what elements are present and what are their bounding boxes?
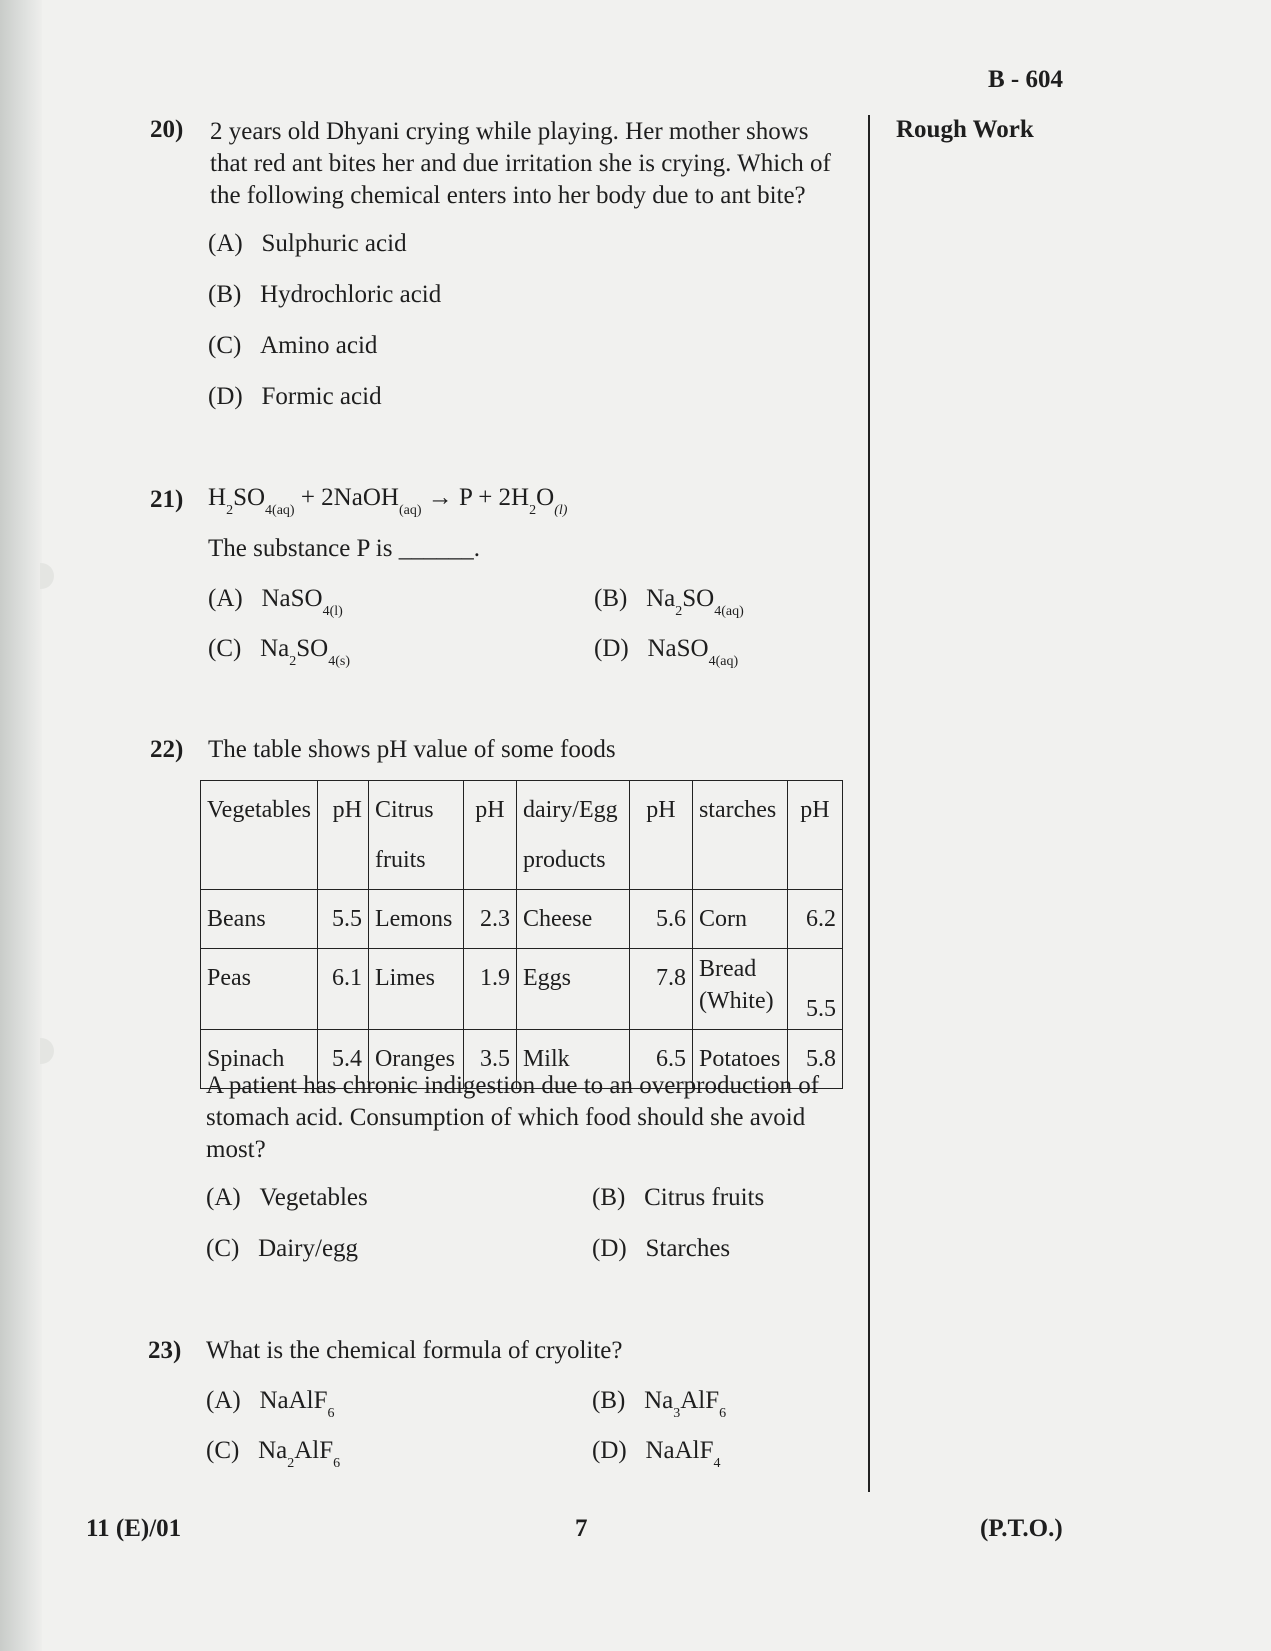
table-cell: Vegetables [201, 781, 318, 890]
question-text: The table shows pH value of some foods [208, 736, 616, 763]
table-cell: 3.5 [463, 1030, 516, 1089]
table-cell: Spinach [201, 1030, 318, 1089]
table-cell: Lemons [368, 890, 463, 949]
option[interactable]: (C) $Na_2AlF_6$ [206, 1437, 341, 1471]
scan-edge [0, 0, 42, 1651]
table-header-row [201, 781, 843, 890]
table-row [201, 949, 843, 1030]
question-text: A patient has chronic indigestion due to an overproduction of stomach acid. Consumption of which food should she avoid most? [206, 1072, 820, 1163]
table-cell: 5.6 [629, 890, 692, 949]
page-number: 7 [575, 1515, 588, 1542]
table-cell: Potatoes [692, 1030, 787, 1089]
table-cell: starches [692, 781, 787, 890]
table-cell: Milk [516, 1030, 629, 1089]
question-text: What is the chemical formula of cryolite? [206, 1337, 623, 1364]
table-cell: Eggs [516, 949, 629, 1030]
table-cell: pH [629, 781, 692, 890]
table-cell: Limes [368, 949, 463, 1030]
table-cell: Corn [692, 890, 787, 949]
table-cell: pH [317, 781, 368, 890]
table-cell: 2.3 [463, 890, 516, 949]
table-cell: pH [787, 781, 842, 890]
option[interactable]: (C) Dairy/egg [206, 1235, 359, 1262]
option[interactable]: (D) Starches [592, 1235, 731, 1262]
option[interactable]: (C) $Na_2SO_{4(s)}$ [208, 635, 350, 669]
question-number: 21) [150, 486, 184, 513]
pto-label: (P.T.O.) [980, 1515, 1063, 1542]
option[interactable]: (D) Formic acid [208, 383, 382, 410]
option[interactable]: (D) NaSO$_{4(aq)}$ [594, 635, 739, 669]
option[interactable]: (C) Amino acid [208, 332, 378, 359]
table-cell: pH [463, 781, 516, 890]
chemical-equation: $H_2SO_{4(aq)}$ + 2NaOH$_{(aq)}$ → $P + 2H_2O_{(l)}$ [208, 484, 568, 518]
table-cell: Citrus fruits [368, 781, 463, 890]
option[interactable]: (B) $Na_2SO_{4(aq)}$ [594, 585, 744, 619]
table-cell: 5.4 [317, 1030, 368, 1089]
question-number: 22) [150, 736, 184, 763]
footer-code: 11 (E)/01 [86, 1515, 182, 1542]
paper-code: B - 604 [988, 66, 1063, 93]
option[interactable]: (A) Sulphuric acid [208, 230, 407, 257]
option[interactable]: (B) $Na_3AlF_6$ [592, 1387, 727, 1421]
table-cell: 5.8 [787, 1030, 842, 1089]
table-cell: Peas [201, 949, 318, 1030]
question-number: 23) [148, 1337, 182, 1364]
table-cell: 6.5 [629, 1030, 692, 1089]
table-cell: dairy/Egg products [516, 781, 629, 890]
table-cell: 5.5 [787, 949, 842, 1030]
table-cell: 5.5 [317, 890, 368, 949]
table-cell: 6.1 [317, 949, 368, 1030]
option[interactable]: (B) Hydrochloric acid [208, 281, 442, 308]
table-cell: 7.8 [629, 949, 692, 1030]
table-cell: Bread (White) [692, 949, 787, 1030]
option[interactable]: (A) NaAlF$_6$ [206, 1387, 335, 1421]
table-cell: 1.9 [463, 949, 516, 1030]
punch-hole-mark [40, 563, 54, 589]
option[interactable]: (D) NaAlF$_4$ [592, 1437, 721, 1471]
punch-hole-mark [40, 1038, 54, 1064]
question-text: The substance P is ______. [208, 535, 480, 562]
question-text: 2 years old Dhyani crying while playing. Her mother shows that red ant bites her and due irritation she is crying. Which of the following chemical enters into her body due to ant bite? [210, 118, 831, 209]
table-cell: Beans [201, 890, 318, 949]
rough-work-label: Rough Work [896, 116, 1034, 143]
question-number: 20) [150, 116, 184, 143]
table-cell: Cheese [516, 890, 629, 949]
rough-work-divider [868, 115, 870, 1492]
option[interactable]: (A) Vegetables [206, 1184, 368, 1211]
table-cell: 6.2 [787, 890, 842, 949]
ph-table [200, 780, 843, 1089]
table-cell: Oranges [368, 1030, 463, 1089]
table-row [201, 890, 843, 949]
option[interactable]: (A) NaSO$_{4(l)}$ [208, 585, 343, 619]
option[interactable]: (B) Citrus fruits [592, 1184, 765, 1211]
